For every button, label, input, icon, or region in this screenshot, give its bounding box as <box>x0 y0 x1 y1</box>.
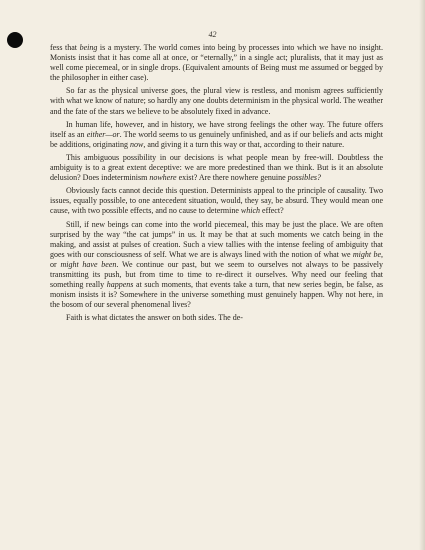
text-run: , and giving it a turn this way or that, according to their nature. <box>143 139 345 149</box>
paragraph-5 <box>50 186 383 216</box>
text-run: Faith is what dictates the answer on both sides. The de- <box>66 313 243 323</box>
text-run: This ambiguous possibility in our decisions is what people mean by free-will. Doubtless the ambiguity is to a great extent deceptive: we are more predestined than we think. But is it an absolute delusion? Does indeterminism <box>50 152 383 183</box>
page-number: 42 <box>208 30 217 39</box>
paragraph-4 <box>50 153 383 183</box>
text-run: exist? Are there nowhere genuine <box>176 173 288 183</box>
paragraph-1 <box>50 43 383 83</box>
text-run: , or <box>50 249 383 269</box>
paragraph-7 <box>50 313 383 323</box>
text-run: at such moments, that events take a turn, that new series begin, be false, as monism insists it is? Somewhere in the universe something must genuinely happen. Why not here, in the bosom of our several phenomenal lives? <box>50 280 384 310</box>
paragraph-2 <box>50 86 383 116</box>
text-run: effect? <box>260 206 284 216</box>
text-run: is a mystery. The world comes into being by processes into which we have no insight. Monists insist that it has come all at once, or “eternally,” in a single act; pluralists, that it may just as well come piecemeal, or in single drops. (Equivalent amounts of Being must me assumed or begged by the philosopher in either case). <box>50 43 384 83</box>
text-run: . The world seems to us genuinely unfinished, and as if our beliefs and acts might be additions, originating <box>50 129 383 149</box>
text-run: Still, if new beings can come into the world piecemeal, this may be just the place. We are often surprised by the way “the cat jumps” in us. It may be that at such moments we catch being in the making, and assist at pulses of creation. Such a view tallies with the intense feeling of ambiguity that goes with our consciousness of self. What we are is always lined with the notion of what we <box>50 219 383 259</box>
text-run: fess that <box>50 43 80 52</box>
italic-text: nowhere <box>149 173 177 183</box>
italic-text: might have been <box>60 259 117 269</box>
text-run: So far as the physical universe goes, the plural view is restless, and monism agrees sufficiently with what we know of nature; so hardly any one doubts determinism in the physical world. The weather and the fate of the stars we believe to be absolutely fixed in advance. <box>50 86 383 116</box>
italic-text: being <box>79 43 98 52</box>
italic-text: now <box>130 139 144 149</box>
italic-text: possibles? <box>287 173 322 183</box>
italic-text: might be <box>352 249 381 259</box>
body-text <box>50 43 383 323</box>
italic-text: either—or <box>86 129 120 139</box>
page-edge-shadow <box>419 0 425 550</box>
text-run: . We continue our past, but we seem to ourselves not always to be passively transmitting its push, but from time to time to re-direct it ourselves. Why need our feeling that something really <box>50 259 383 290</box>
italic-text: which <box>240 206 261 216</box>
italic-text: happens <box>106 280 134 290</box>
text-run: Obviously facts cannot decide this question. Determinists appeal to the principle of causality. Two issues, equally possible, to one antecedent situation, would, they say, be absurd. They would mean one cause, with two possible effects, and no cause to determine <box>50 186 383 216</box>
paragraph-6 <box>50 220 383 311</box>
text-run: In human life, however, and in history, we have strong feelings the other way. The future offers itself as an <box>50 119 383 139</box>
paragraph-3 <box>50 120 383 150</box>
